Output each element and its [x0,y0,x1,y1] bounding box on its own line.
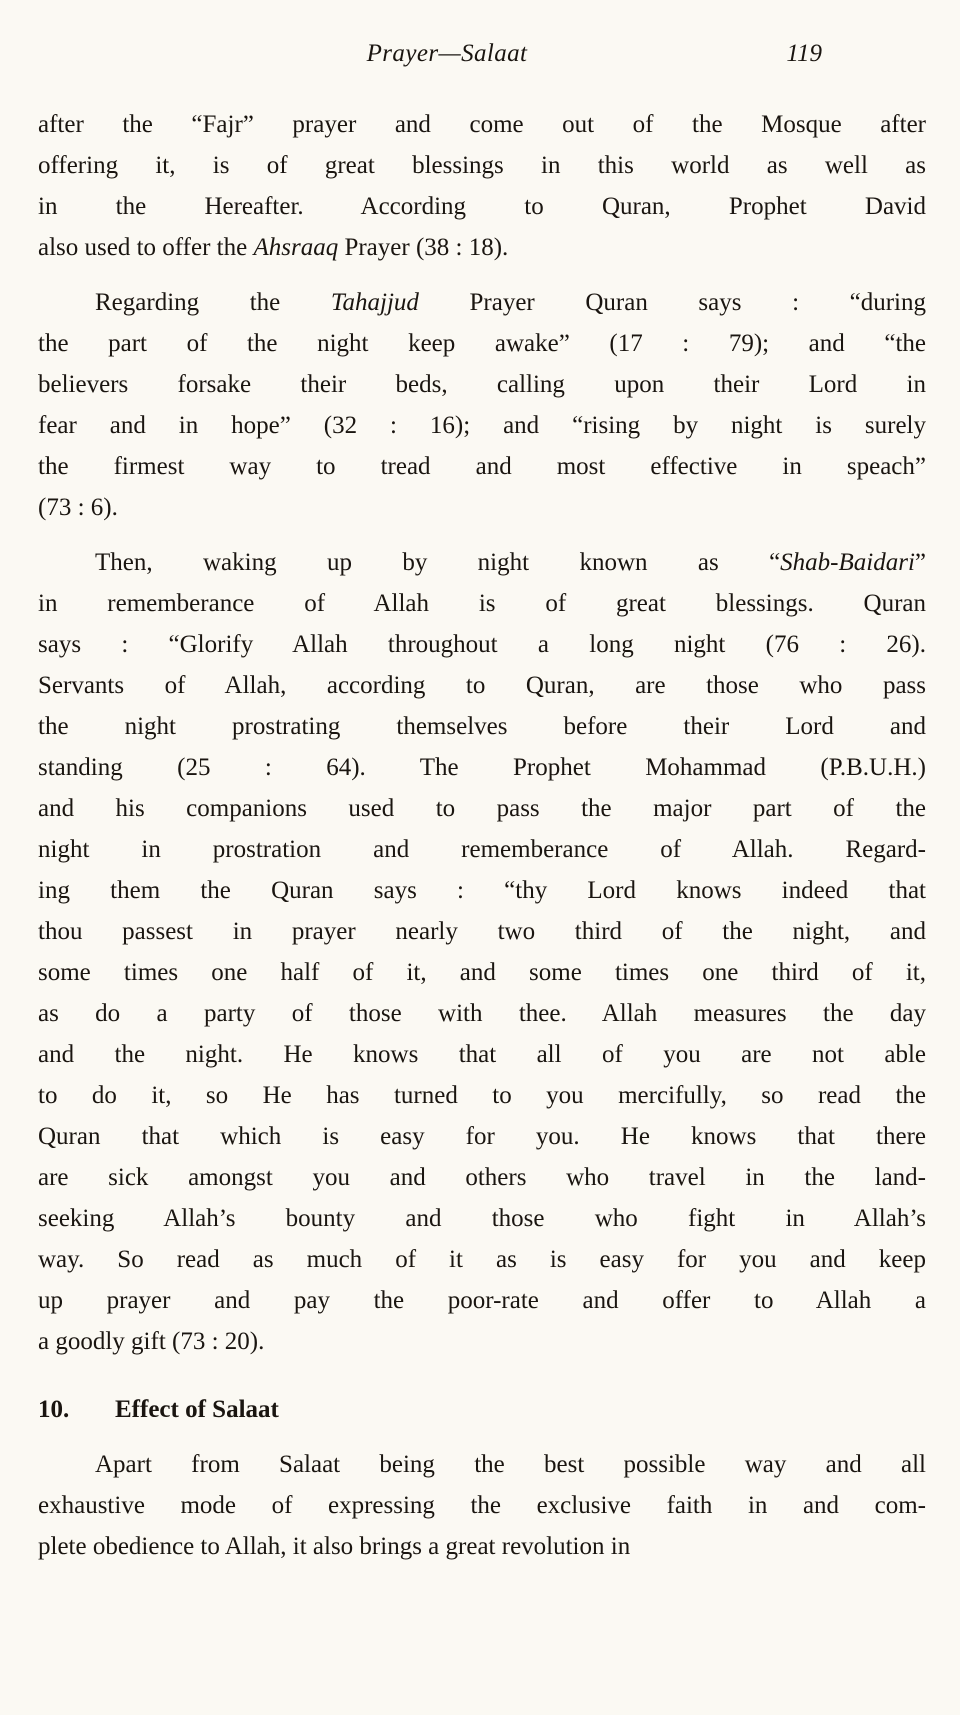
text-segment: fear and in hope” (32 : 16); and “rising by night is surely [38,412,926,439]
text-segment: the part of the night keep awake” (17 : 79); and “the [38,330,926,357]
text-segment: and the night. He knows that all of you are not able [38,1041,926,1068]
text-line [38,227,926,268]
page-number: 119 [786,40,822,67]
text-line [38,583,926,624]
text-segment: believers forsake their beds, calling upon their Lord in [38,371,926,398]
section-title: Effect of Salaat [115,1396,279,1423]
text-segment: Apart from Salaat being the best possible way and all [95,1451,926,1478]
text-line [38,952,926,993]
text-line [38,446,926,487]
paragraph [38,282,926,528]
text-segment: ” [914,549,926,576]
text-line [38,706,926,747]
text-line [38,1157,926,1198]
text-line [38,364,926,405]
text-line [38,1444,926,1485]
text-segment: seeking Allah’s bounty and those who fight in Allah’s [38,1205,926,1232]
text-segment: thou passest in prayer nearly two third of the night, and [38,918,926,945]
text-segment: ing them the Quran says : “thy Lord knows indeed that [38,877,926,904]
text-segment: plete obedience to Allah, it also brings a great revolution in [38,1533,631,1560]
text-segment: the night prostrating themselves before their Lord and [38,713,926,740]
text-line [38,665,926,706]
text-line [38,747,926,788]
running-header [38,40,926,74]
text-segment: some times one half of it, and some times one third of it, [38,959,926,986]
text-segment: says : “Glorify Allah throughout a long night (76 : 26). [38,631,926,658]
text-line [38,1198,926,1239]
text-line [38,1485,926,1526]
italic-text: Ahsraaq [253,234,339,261]
text-segment: a goodly gift (73 : 20). [38,1328,265,1355]
text-line [38,870,926,911]
text-line [38,1075,926,1116]
paragraph [38,1444,926,1567]
text-segment: (73 : 6). [38,494,118,521]
text-segment: standing (25 : 64). The Prophet Mohammad (P.B.U.H.) [38,754,926,781]
text-line [38,911,926,952]
text-segment: in rememberance of Allah is of great blessings. Quran [38,590,926,617]
text-segment: Then, waking up by night known as “ [95,549,781,576]
text-line [38,1280,926,1321]
text-segment: Servants of Allah, according to Quran, are those who pass [38,672,926,699]
text-line [38,1239,926,1280]
text-segment: Quran that which is easy for you. He knows that there [38,1123,926,1150]
section-number: 10. [38,1396,70,1423]
text-segment: as do a party of those with thee. Allah measures the day [38,1000,926,1027]
text-segment: Prayer (38 : 18). [338,234,509,261]
text-line [38,405,926,446]
paragraph [38,104,926,268]
text-segment: to do it, so He has turned to you mercifully, so read the [38,1082,926,1109]
text-segment: Prayer Quran says : “during [418,289,926,316]
text-segment: offering it, is of great blessings in this world as well as [38,152,926,179]
text-segment: exhaustive mode of expressing the exclusive faith in and com- [38,1492,926,1519]
text-line [38,624,926,665]
text-line [38,104,926,145]
text-segment: after the “Fajr” prayer and come out of the Mosque after [38,111,926,138]
running-header-title: Prayer—Salaat [366,40,528,67]
section-heading [38,1389,926,1430]
text-segment: also used to offer the [38,234,254,261]
text-segment: in the Hereafter. According to Quran, Prophet David [38,193,926,220]
text-line [38,788,926,829]
text-line [38,829,926,870]
text-segment: way. So read as much of it as is easy for you and keep [38,1246,926,1273]
text-segment: are sick amongst you and others who travel in the land- [38,1164,926,1191]
text-segment: and his companions used to pass the major part of the [38,795,926,822]
text-segment: Regarding the [95,289,331,316]
italic-text: Tahajjud [330,289,419,316]
paragraph [38,542,926,1362]
text-line [38,282,926,323]
text-line [38,1321,926,1362]
text-line [38,487,926,528]
text-segment: night in prostration and rememberance of Allah. Regard- [38,836,926,863]
text-line [38,1526,926,1567]
text-line [38,145,926,186]
text-line [38,323,926,364]
italic-text: Shab-Baidari [780,549,915,576]
text-line [38,993,926,1034]
text-segment: the firmest way to tread and most effective in speach” [38,453,926,480]
text-line [38,1116,926,1157]
text-line [38,542,926,583]
page-body [38,104,926,1567]
text-segment: up prayer and pay the poor-rate and offer to Allah a [38,1287,926,1314]
text-line [38,186,926,227]
text-line [38,1034,926,1075]
